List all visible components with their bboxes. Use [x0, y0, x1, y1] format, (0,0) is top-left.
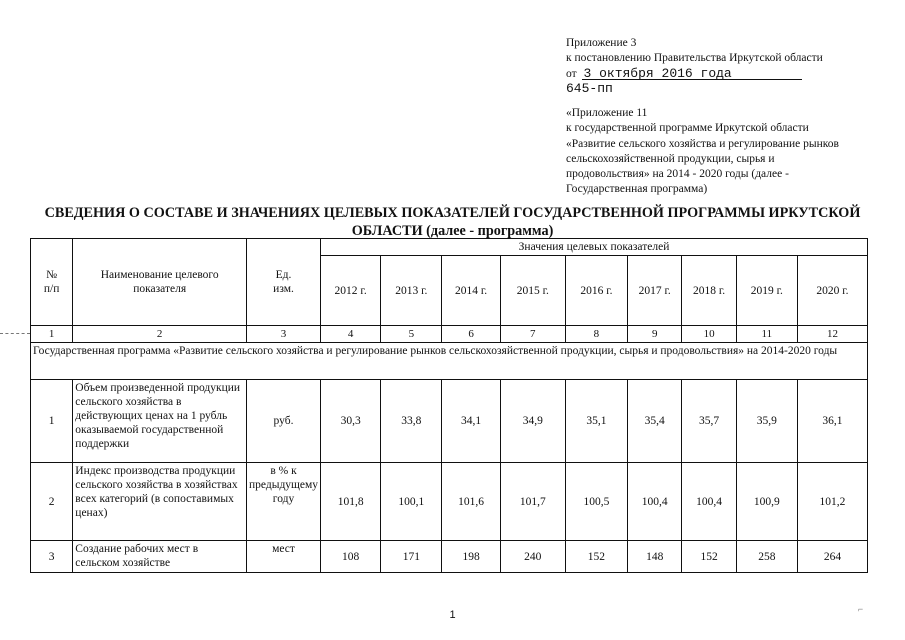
- annex11-line: продовольствия» на 2014 - 2020 годы (далее -: [566, 168, 789, 181]
- table-row: [31, 380, 868, 463]
- value-cell: 101,7: [500, 463, 565, 541]
- column-number: 1: [31, 326, 73, 343]
- program-row: [31, 343, 868, 380]
- value-cell: 35,7: [682, 380, 736, 463]
- table-row: [31, 541, 868, 573]
- resolution-number: 645-пп: [566, 81, 613, 96]
- annex11-block: [566, 106, 866, 198]
- column-number-row: [31, 326, 868, 343]
- resolution-date: 3 октября 2016 года: [583, 66, 732, 81]
- title-line: ОБЛАСТИ (далее - программа): [351, 223, 554, 239]
- column-number: 8: [565, 326, 627, 343]
- header-year: 2015 г.: [500, 256, 565, 326]
- date-underline: [582, 79, 802, 80]
- header-year: 2013 г.: [381, 256, 442, 326]
- scan-corner-mark: ⌐: [858, 604, 864, 614]
- indicator-name: Объем произведенной продукции сельского хозяйства в действующих ценах на 1 рубль оказываемой государственной поддержки: [73, 380, 247, 463]
- column-number: 7: [500, 326, 565, 343]
- resolution-date-line: [566, 66, 866, 82]
- value-cell: 101,8: [321, 463, 381, 541]
- value-cell: 34,1: [442, 380, 500, 463]
- indicator-unit: в % к предыдущему году: [247, 463, 321, 541]
- row-number: 1: [31, 380, 73, 463]
- header-year: 2017 г.: [628, 256, 682, 326]
- header-values-group: Значения целевых показателей: [321, 239, 868, 256]
- header-year: 2012 г.: [321, 256, 381, 326]
- header-indicator-name: Наименование целевого показателя: [73, 239, 247, 326]
- header-number: № п/п: [31, 239, 73, 326]
- column-number: 9: [628, 326, 682, 343]
- appendix-header: [566, 36, 866, 96]
- page-number: 1: [449, 609, 456, 621]
- column-number: 3: [247, 326, 321, 343]
- value-cell: 101,6: [442, 463, 500, 541]
- column-number: 2: [73, 326, 247, 343]
- header-year: 2020 г.: [797, 256, 867, 326]
- value-cell: 100,5: [565, 463, 627, 541]
- header-year: 2018 г.: [682, 256, 736, 326]
- indicator-unit: мест: [247, 541, 321, 573]
- value-cell: 35,1: [565, 380, 627, 463]
- column-number: 12: [797, 326, 867, 343]
- value-cell: 148: [628, 541, 682, 573]
- value-cell: 100,4: [682, 463, 736, 541]
- indicator-unit: руб.: [247, 380, 321, 463]
- value-cell: 152: [565, 541, 627, 573]
- value-cell: 35,4: [628, 380, 682, 463]
- title-line: СВЕДЕНИЯ О СОСТАВЕ И ЗНАЧЕНИЯХ ЦЕЛЕВЫХ ПОКАЗАТЕЛЕЙ ГОСУДАРСТВЕННОЙ ПРОГРАММЫ ИРКУТСКОЙ: [44, 205, 861, 221]
- column-number: 11: [736, 326, 797, 343]
- value-cell: 258: [736, 541, 797, 573]
- column-number: 4: [321, 326, 381, 343]
- column-number: 10: [682, 326, 736, 343]
- value-cell: 36,1: [797, 380, 867, 463]
- row-number: 2: [31, 463, 73, 541]
- value-cell: 264: [797, 541, 867, 573]
- value-cell: 240: [500, 541, 565, 573]
- column-number: 6: [442, 326, 500, 343]
- row-number: 3: [31, 541, 73, 573]
- value-cell: 30,3: [321, 380, 381, 463]
- value-cell: 101,2: [797, 463, 867, 541]
- value-cell: 100,1: [381, 463, 442, 541]
- value-cell: 152: [682, 541, 736, 573]
- indicator-name: Индекс производства продукции сельского хозяйства в хозяйствах всех категорий (в сопоставимых ценах): [73, 463, 247, 541]
- appendix-label: Приложение 3: [566, 37, 637, 49]
- header-year: 2016 г.: [565, 256, 627, 326]
- value-cell: 34,9: [500, 380, 565, 463]
- indicator-name: Создание рабочих мест в сельском хозяйстве: [73, 541, 247, 573]
- resolution-line: к постановлению Правительства Иркутской области: [566, 52, 823, 64]
- header-year: 2019 г.: [736, 256, 797, 326]
- value-cell: 171: [381, 541, 442, 573]
- annex11-line: «Приложение 11: [566, 107, 648, 119]
- table-row: [31, 463, 868, 541]
- annex11-line: к государственной программе Иркутской области: [566, 122, 809, 135]
- value-cell: 33,8: [381, 380, 442, 463]
- annex11-line: Государственная программа): [566, 183, 708, 196]
- value-cell: 100,4: [628, 463, 682, 541]
- column-number: 5: [381, 326, 442, 343]
- program-title: Государственная программа «Развитие сельского хозяйства и регулирование рынков сельскохозяйственной продукции, сырья и продовольствия» на 2014-2020 годы: [31, 343, 868, 380]
- value-cell: 198: [442, 541, 500, 573]
- annex11-line: сельскохозяйственной продукции, сырья и: [566, 152, 775, 165]
- header-unit: Ед. изм.: [247, 239, 321, 326]
- value-cell: 100,9: [736, 463, 797, 541]
- document-title: [30, 204, 875, 240]
- value-cell: 108: [321, 541, 381, 573]
- annex11-line: «Развитие сельского хозяйства и регулирование рынков: [566, 137, 839, 150]
- indicators-table: [30, 238, 868, 573]
- header-year: 2014 г.: [442, 256, 500, 326]
- date-prefix: от: [566, 68, 577, 80]
- scan-dash-mark: [0, 333, 30, 334]
- value-cell: 35,9: [736, 380, 797, 463]
